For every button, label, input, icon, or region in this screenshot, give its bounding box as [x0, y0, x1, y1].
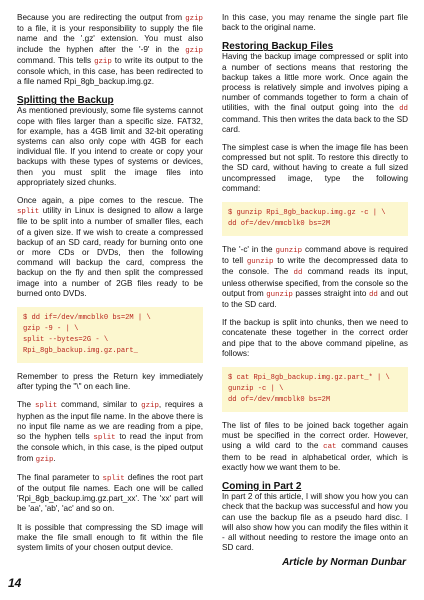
inline-code: gzip: [185, 15, 203, 23]
text-run: Having the backup image compressed or split into a number of sections means that restoring the backup takes a little more work. Once again the process is relatively simple and involves piping a number of commands together to form a chain of utilities, with the final output going into the: [222, 52, 408, 113]
right-column: [222, 13, 408, 553]
text-run: The '-c' in the: [222, 245, 276, 255]
text-run: to write its output to the console which, in this case, has been redirected to a file named Rpi_8gb_backup.img.gz.: [17, 55, 203, 87]
text-run: Because you are redirecting the output from: [17, 13, 186, 22]
code-block: [222, 202, 408, 236]
paragraph: [17, 523, 203, 554]
inline-code: gunzip: [275, 247, 303, 256]
inline-code: cat: [323, 443, 337, 452]
text-run: command. This then writes the data back to the SD card.: [222, 114, 408, 134]
text-run: command, similar to: [57, 400, 142, 410]
text-run: command. This tells: [17, 55, 95, 65]
inline-code: gunzip: [246, 258, 274, 267]
text-run: command reads its input, unless otherwise specified, from the console so the output from: [222, 267, 408, 298]
text-run: As mentioned previously, some file systems cannot cope with files larger than a specific size. FAT32, for example, has a 4GB limit and 32-bit operating systems can also only cope with 4GB for each individual file. If you intend to create or copy your backups with these types of systems or devices, then you must split the image files into appropriately sized chunks.: [17, 106, 203, 187]
code-line: $ gunzip Rpi_8gb_backup.img.gz -c | \: [228, 209, 386, 218]
text-run: The: [17, 400, 35, 410]
paragraph: [17, 106, 203, 188]
text-run: The list of files to be joined back together again must be specified in the correct order. However, using a wild card to the: [222, 421, 408, 451]
inline-code: gzip: [185, 46, 203, 55]
paragraph: [17, 196, 203, 299]
article-byline: Article by Norman Dunbar: [282, 557, 406, 568]
text-run: It is possible that compressing the SD image will make the file small enough to fit within the file system limits of your chosen output device.: [17, 522, 203, 552]
code-line: dd of=/dev/mmcblk0 bs=2M: [228, 396, 331, 405]
inline-code: split: [34, 402, 58, 411]
text-run: command above is required to tell: [222, 245, 408, 266]
inline-code: dd: [369, 290, 378, 299]
section-heading-restoring: Restoring Backup Files: [222, 41, 334, 53]
text-run: utility in Linux is designed to allow a large file to be split into a number of smaller files, each of a given size. If we wish to create a compressed backup of an SD card, ready for burning onto one or more CDs or DVDs, then the following command will backup the card, compress the backup on the fly and then split the compressed image into a number of 2GB files ready to be burned onto DVDs.: [17, 206, 203, 298]
paragraph: [222, 52, 408, 135]
text-run: The simplest case is when the image file has been compressed but not split. To restore this directly to the SD card, without having to create a full sized uncompressed image, type the following command:: [222, 143, 408, 193]
text-run: Remember to press the Return key immediately after typing the "\" on each line.: [17, 372, 203, 392]
text-run: defines the root part of the output file names. Each one will be called 'Rpi_8gb_backup.img.gz.part_xx'. The 'xx' part will be 'aa', 'ab', 'ac' and so on.: [17, 472, 203, 514]
paragraph: [17, 372, 203, 392]
paragraph: [222, 13, 408, 33]
inline-code: dd: [293, 269, 303, 278]
paragraph: [222, 492, 408, 553]
code-line: $ cat Rpi_8gb_backup.img.gz.part_* | \: [228, 374, 390, 383]
text-run: to read the input from the console which, in this case, is the piped output from: [17, 432, 203, 463]
text-run: and out to the SD card.: [222, 288, 408, 310]
paragraph: [222, 421, 408, 473]
text-run: In part 2 of this article, I will show you how you can check that the backup was successful and how you can use the backup file as a pseudo hard disc. I will also show how you can modify the files within it - all without needing to restore the image onto an SD card.: [222, 492, 408, 553]
text-run: to a file, it is your responsibility to supply the file name and the '.gz' extension. You must also include the hyphen after the '-9' in the: [17, 24, 203, 54]
paragraph: [222, 245, 408, 310]
code-line: dd of=/dev/mmcblk0 bs=2M: [228, 220, 331, 229]
inline-code: split: [93, 434, 116, 443]
inline-code: split: [102, 474, 125, 483]
text-run: Once again, a pipe comes to the rescue. The: [17, 196, 203, 206]
paragraph: [17, 473, 203, 515]
paragraph: [17, 400, 203, 464]
code-block: [222, 367, 408, 412]
code-line: gunzip -c | \: [228, 385, 284, 394]
text-run: to write the decompressed data to the console. The: [222, 256, 408, 277]
inline-code: gunzip: [266, 290, 293, 299]
inline-code: dd: [399, 105, 408, 114]
text-run: , requires a hyphen as the input file name. In the above there is no input file name as we are reading from a pipe, so the hyphen tells: [17, 400, 203, 442]
code-line: Rpi_8gb_backup.img.gz.part_: [23, 347, 138, 356]
section-heading-coming: Coming in Part 2: [222, 481, 302, 493]
code-block: [17, 307, 203, 363]
left-column: [17, 13, 203, 553]
paragraph: [222, 143, 408, 194]
code-line: $ dd if=/dev/mmcblk0 bs=2M | \: [23, 314, 151, 323]
text-run: passes straight into: [292, 288, 369, 298]
text-run: If the backup is split into chunks, then we need to concatenate these together in the correct order and pipe that to the above command pipeline, as follows:: [222, 318, 408, 358]
inline-code: split: [17, 208, 40, 217]
text-run: In this case, you may rename the single part file back to the original name.: [222, 13, 408, 33]
page-number: 14: [8, 576, 22, 590]
section-heading-splitting: Splitting the Backup: [17, 95, 114, 107]
inline-code: gzip: [141, 402, 159, 411]
paragraph: [222, 318, 408, 359]
paragraph: [17, 13, 203, 87]
inline-code: gzip: [94, 57, 112, 66]
text-run: The final parameter to: [17, 472, 103, 482]
code-line: split --bytes=2G - \: [23, 336, 109, 345]
code-line: gzip -9 - | \: [23, 325, 79, 334]
text-run: .: [53, 453, 56, 463]
inline-code: gzip: [35, 455, 54, 464]
text-run: command causes them to be read in alphabetical order, which is exactly how we want them to be.: [222, 441, 408, 472]
